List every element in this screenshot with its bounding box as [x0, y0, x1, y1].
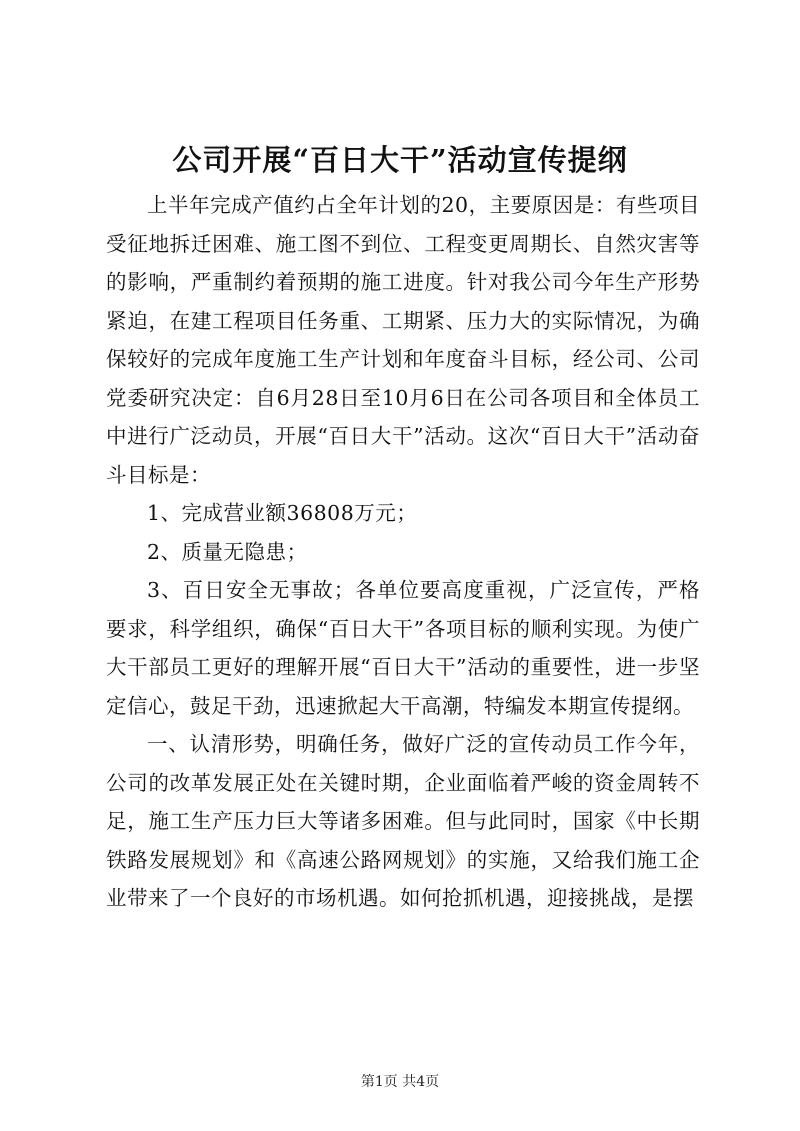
- document-title: 公司开展“百日大干”活动宣传提纲: [172, 143, 628, 177]
- paragraph-goal-1: 1、完成营业额36808万元；: [147, 501, 418, 525]
- page-footer: 第1页 共4页: [360, 1074, 440, 1090]
- document-body: [106, 186, 700, 918]
- paragraph-goal-3: 3、百日安全无事故；各单位要高度重视，广泛宣传，严格要求，科学组织，确保“百日大干”各项目标的顺利实现。为使广大干部员工更好的理解开展“百日大干”活动的重要性，进一步坚定信心，鼓足干劲，迅速掀起大干高潮，特编发本期宣传提纲。: [106, 578, 700, 718]
- paragraph-goal-2: 2、质量无隐患；: [147, 539, 308, 564]
- paragraph-section-1: 一、认清形势，明确任务，做好广泛的宣传动员工作今年，公司的改革发展正处在关键时期，企业面临着严峻的资金周转不足，施工生产压力巨大等诸多困难。但与此同时，国家《中长期铁路发展规划》和《高速公路网规划》的实施，又给我们施工企业带来了一个良好的市场机遇。如何抢抓机遇，迎接挑战，是摆: [106, 732, 700, 910]
- paragraph-intro: 上半年完成产值约占全年计划的20，主要原因是：有些项目受征地拆迁困难、施工图不到位、工程变更周期长、自然灾害等的影响，严重制约着预期的施工进度。针对我公司今年生产形势紧迫，在建工程项目任务重、工期紧、压力大的实际情况，为确保较好的完成年度施工生产计划和年度奋斗目标，经公司、公司党委研究决定：自6月28日至10月6日在公司各项目和全体员工中进行广泛动员，开展“百日大干”活动。这次“百日大干”活动奋斗目标是：: [106, 193, 700, 487]
